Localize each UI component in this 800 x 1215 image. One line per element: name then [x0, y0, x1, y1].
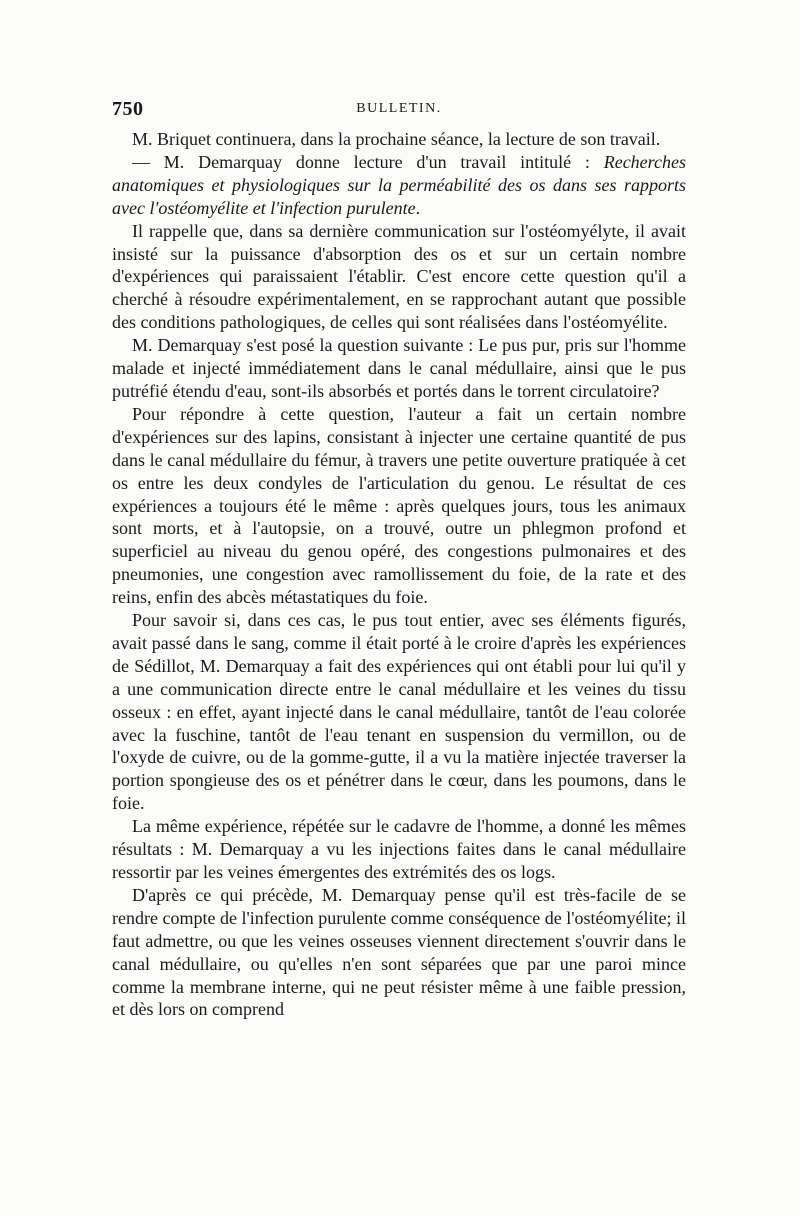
- paragraph-2-tail: .: [415, 197, 421, 218]
- paragraph-6: Pour savoir si, dans ces cas, le pus tout entier, avec ses éléments figurés, avait passé dans le sang, comme il était porté à le croire d'après les expériences de Sédillot, M. Demarquay a fait des expériences qui ont établi pour lui qu'il y a une communication directe entre le canal médullaire et les veines du tissu osseux : en effet, ayant injecté dans le canal médullaire, tantôt de l'eau colorée avec la fuschine, tantôt de l'eau tenant en suspension du vermillon, ou de l'oxyde de cuivre, ou de la gomme-gutte, il a vu la matière injectée traverser la portion spongieuse des os et pénétrer dans le cœur, dans les poumons, dans le foie.: [112, 610, 686, 814]
- paragraph-7: La même expérience, répétée sur le cadavre de l'homme, a donné les mêmes résultats : M. Demarquay a vu les injections faites dans le canal médullaire ressortir par les veines émergentes des extrémités des os logs.: [112, 816, 686, 882]
- paragraph-3: Il rappelle que, dans sa dernière communication sur l'ostéomyélyte, il avait insisté sur la puissance d'absorption des os et sur un certain nombre d'expériences qui paraissaient l'établir. C'est encore cette question qu'il a cherché à résoudre expérimentalement, en se rapprochant autant que possible des conditions pathologiques, de celles qui sont réalisées dans l'ostéomyélite.: [112, 220, 686, 333]
- running-head: [112, 98, 686, 122]
- work-title: Recherches anatomiques et physiologiques sur la perméabilité des os dans ses rapports avec l'ostéomyélite et l'infection purulente: [112, 151, 686, 218]
- paragraph-4: M. Demarquay s'est posé la question suivante : Le pus pur, pris sur l'homme malade et injecté immédiatement dans le canal médullaire, ainsi que le pus putréfié étendu d'eau, sont-ils absorbés et portés dans le torrent circulatoire?: [112, 335, 686, 401]
- paragraph-2-lead: — M. Demarquay donne lecture d'un travail intitulé :: [132, 151, 604, 172]
- running-title: BULLETIN.: [356, 101, 442, 116]
- paragraph-8: D'après ce qui précède, M. Demarquay pense qu'il est très-facile de se rendre compte de l'infection purulente comme conséquence de l'ostéomyélite; il faut admettre, ou que les veines osseuses viennent directement s'ouvrir dans le canal médullaire, ou qu'elles n'en sont séparées que par une paroi mince comme la membrane interne, qui ne peut résister même à une faible pression, et dès lors on comprend: [112, 884, 686, 1020]
- page-number: 750: [112, 98, 144, 120]
- paragraph-2: [112, 151, 686, 220]
- body-text: [112, 128, 686, 1021]
- paragraph-5: Pour répondre à cette question, l'auteur a fait un certain nombre d'expériences sur des lapins, consistant à injecter une certaine quantité de pus dans le canal médullaire du fémur, à travers une petite ouverture pratiquée à cet os entre les deux condyles de l'articulation du genou. Le résultat de ces expériences a toujours été le même : après quelques jours, tous les animaux sont morts, et à l'autopsie, on a trouvé, outre un phlegmon profond et superficiel au niveau du genou opéré, des congestions pulmonaires et des pneumonies, une congestion avec ramollissement du foie, de la rate et des reins, enfin des abcès métastatiques du foie.: [112, 403, 686, 608]
- paragraph-1: M. Briquet continuera, dans la prochaine séance, la lecture de son travail.: [132, 129, 661, 149]
